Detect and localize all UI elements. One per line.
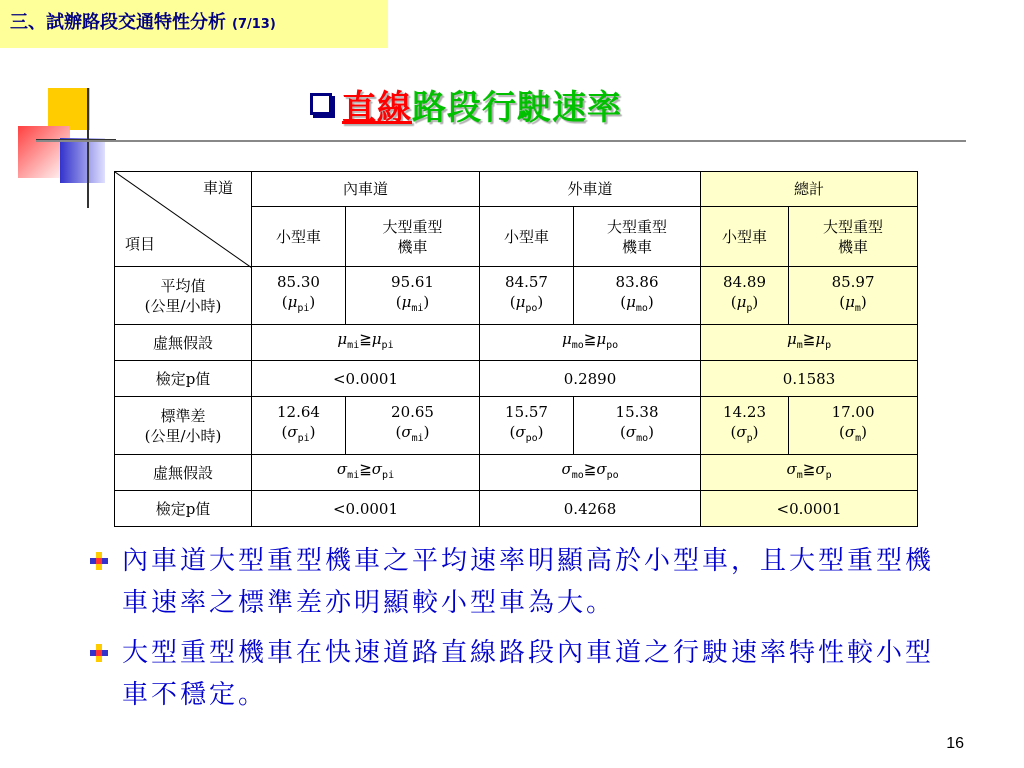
subhead-cell: 小型車: [252, 207, 346, 267]
p-value-cell: 0.1583: [701, 361, 918, 397]
bullet-icon: [90, 552, 108, 570]
deco-square-blue: [60, 138, 105, 183]
mean-value-cell: 83.86 $(\mu_{mo})$: [574, 267, 701, 325]
slide-title: [310, 80, 622, 130]
row-label: 檢定p值: [115, 361, 252, 397]
sd-value-cell: 12.64 $(\sigma_{pi})$: [252, 397, 346, 455]
subhead-cell: 大型重型 機車: [789, 207, 918, 267]
hypothesis-cell: $\sigma_{mi}≧\sigma_{pi}$: [252, 455, 480, 491]
subhead-cell: 大型重型 機車: [574, 207, 701, 267]
row-label: 虛無假設: [115, 455, 252, 491]
row-label: 標準差 (公里/小時): [115, 397, 252, 455]
corner-lane-label: 車道: [202, 179, 233, 197]
table-corner-cell: [115, 172, 252, 267]
decorative-squares: [0, 88, 130, 213]
row-label: 平均值 (公里/小時): [115, 267, 252, 325]
row-label: 檢定p值: [115, 491, 252, 527]
mean-value-cell: 85.30 $(\mu_{pi})$: [252, 267, 346, 325]
bullet-item: [90, 632, 960, 716]
corner-item-label: 項目: [125, 235, 156, 253]
hypothesis-cell: $\mu_m≧\mu_p$: [701, 325, 918, 361]
hypothesis-cell: $\mu_{mi}≧\mu_{pi}$: [252, 325, 480, 361]
deco-vertical-line: [87, 88, 89, 208]
bullet-icon: [90, 644, 108, 662]
hypothesis-cell: $\sigma_{mo}≧\sigma_{po}$: [480, 455, 701, 491]
title-underline: [36, 140, 966, 142]
mean-value-cell: 85.97 $(\mu_m)$: [789, 267, 918, 325]
bullet-text: 內車道大型重型機車之平均速率明顯高於小型車，且大型重型機車速率之標準差亦明顯較小型車為大。: [122, 546, 935, 618]
subhead-cell: 小型車: [701, 207, 789, 267]
p-value-cell: <0.0001: [252, 491, 480, 527]
group-header: 內車道: [252, 172, 480, 207]
mean-value-cell: 95.61 $(\mu_{mi})$: [346, 267, 480, 325]
p-value-cell: 0.2890: [480, 361, 701, 397]
p-value-cell: <0.0001: [252, 361, 480, 397]
hypothesis-cell: $\sigma_m≧\sigma_p$: [701, 455, 918, 491]
p-value-cell: 0.4268: [480, 491, 701, 527]
bullet-item: [90, 540, 960, 624]
sd-value-cell: 15.38 $(\sigma_{mo})$: [574, 397, 701, 455]
deco-square-yellow: [48, 88, 90, 130]
row-label: 虛無假設: [115, 325, 252, 361]
subhead-cell: 小型車: [480, 207, 574, 267]
section-header: [0, 0, 388, 48]
mean-value-cell: 84.57 $(\mu_{po})$: [480, 267, 574, 325]
sd-value-cell: 20.65 $(\sigma_{mi})$: [346, 397, 480, 455]
p-value-cell: <0.0001: [701, 491, 918, 527]
page-number: 16: [946, 735, 964, 752]
mean-value-cell: 84.89 $(\mu_p)$: [701, 267, 789, 325]
title-part-1: 直線: [342, 88, 412, 128]
sd-value-cell: 15.57 $(\sigma_{po})$: [480, 397, 574, 455]
subhead-cell: 大型重型 機車: [346, 207, 480, 267]
sd-value-cell: 14.23 $(\sigma_p)$: [701, 397, 789, 455]
sd-value-cell: 17.00 $(\sigma_m)$: [789, 397, 918, 455]
bullet-text: 大型重型機車在快速道路直線路段內車道之行駛速率特性較小型車不穩定。: [122, 638, 935, 710]
hypothesis-cell: $\mu_{mo}≧\mu_{po}$: [480, 325, 701, 361]
checkbox-bullet-icon: [310, 93, 332, 115]
title-part-2: 路段行駛速率: [412, 88, 622, 128]
group-header: 總計: [701, 172, 918, 207]
section-title: 三、試辦路段交通特性分析: [10, 12, 226, 33]
bullet-list: [90, 540, 960, 724]
speed-table: [114, 171, 918, 527]
page-fraction: (7/13): [232, 17, 276, 32]
group-header: 外車道: [480, 172, 701, 207]
